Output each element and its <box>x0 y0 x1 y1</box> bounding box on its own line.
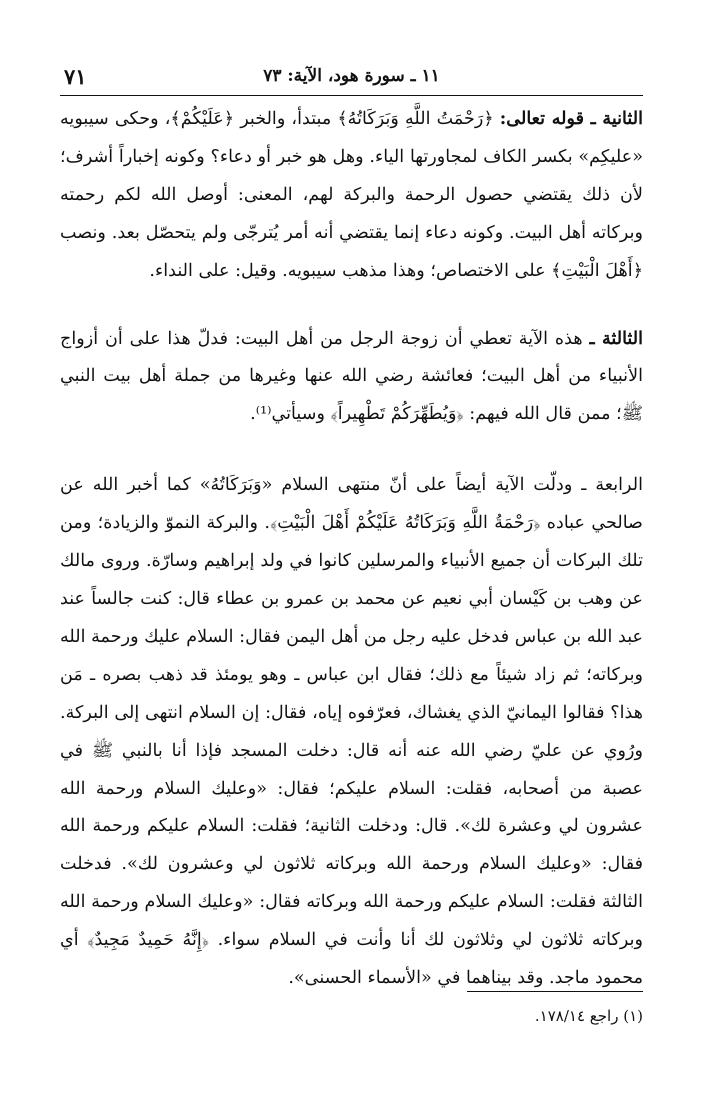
page-number: ٧١ <box>64 64 87 89</box>
paragraph-lead: الثالثة ـ <box>589 327 643 349</box>
paragraph-fourth <box>60 467 643 998</box>
paragraph-text: هذه الآية تعطي أن زوجة الرجل من أهل البيت: فدلّ هذا على أن أزواج الأنبياء من أهل البيت؛ فعائشة رضي الله عنها وغيرها من جملة أهل بيت النبي ﷺ؛ ممن قال الله فيهم: ﴿وَيُطَهِّرَكُمْ تَطْهِيراً﴾ وسيأتي⁽¹⁾. <box>60 328 643 425</box>
paragraph-lead: الثانية ـ قوله تعالى: <box>499 108 643 129</box>
page-header <box>60 62 643 96</box>
main-text <box>60 100 643 998</box>
paragraph-text: الرابعة ـ ودلّت الآية أيضاً على أنّ منتهى السلام «وَبَرَكَاتُهُ» كما أخبر الله عن صالحي عباده ﴿رَحْمَةُ اللَّهِ وَبَرَكَاتُهُ عَلَيْكُمْ أَهْلَ الْبَيْتِ﴾. والبركة النموّ والزيادة؛ ومن تلك البركات أن جميع الأنبياء والمرسلين كانوا في ولد إبراهيم وسارّة. وروى مالك عن وهب بن كَيْسان أبي نعيم عن محمد بن عمرو بن عطاء قال: كنت جالساً عند عبد الله بن عباس فدخل عليه رجل من أهل اليمن فقال: السلام عليك ورحمة الله وبركاته؛ ثم زاد شيئاً مع ذلك؛ فقال ابن عباس ـ وهو يومئذ قد ذهب بصره ـ مَن هذا؟ فقالوا اليمانيّ الذي يغشاك، فعرّفوه إياه، فقال: إن السلام انتهى إلى البركة. ورُوي عن عليّ رضي الله عنه أنه قال: دخلت المسجد فإذا أنا بالنبي ﷺ في عصبة من أصحابه، فقلت: السلام عليكم؛ فقال: «وعليك السلام ورحمة الله عشرون لي وعشرة لك». قال: ودخلت الثانية؛ فقلت: السلام عليكم ورحمة الله فقال: «وعليك السلام ورحمة الله وبركاته ثلاثون لي وعشرون لك». فدخلت الثالثة فقلت: السلام عليكم ورحمة الله وبركاته فقال: «وعليك السلام ورحمة الله وبركاته ثلاثون لي وثلاثون لك أنا وأنت في السلام سواء. ﴿إِنَّهُ حَمِيدٌ مَجِيدٌ﴾ أي محمود ماجد. وقد بيناهما في «الأسماء الحسنى». <box>60 475 643 989</box>
paragraph-text: ﴿رَحْمَتُ اللَّهِ وَبَرَكَاتُهُ﴾ مبتدأ، والخبر ﴿عَلَيْكُمْ﴾، وحكى سيبويه «عليكِم» بكسر الكاف لمجاورتها الياء. وهل هو خبر أو دعاء؟ وكونه إخباراً أشرف؛ لأن ذلك يقتضي حصول الرحمة والبركة لهم، المعنى: أوصل الله لكم رحمته وبركاته أهل البيت. وكونه دعاء إنما يقتضي أنه أمر يُترجّى ولم يتحصّل بعد. ونصب ﴿أَهْلَ الْبَيْتِ﴾ على الاختصاص؛ وهذا مذهب سيبويه. وقيل: على النداء. <box>60 109 643 281</box>
footnote: (١) راجع ١٧٨/١٤. <box>534 1007 643 1025</box>
paragraph-third <box>60 320 643 435</box>
footnote-divider <box>467 991 643 992</box>
header-divider <box>60 95 643 96</box>
paragraph-second <box>60 100 643 291</box>
running-title: ١١ ـ سورة هود، الآية: ٧٣ <box>263 66 440 86</box>
